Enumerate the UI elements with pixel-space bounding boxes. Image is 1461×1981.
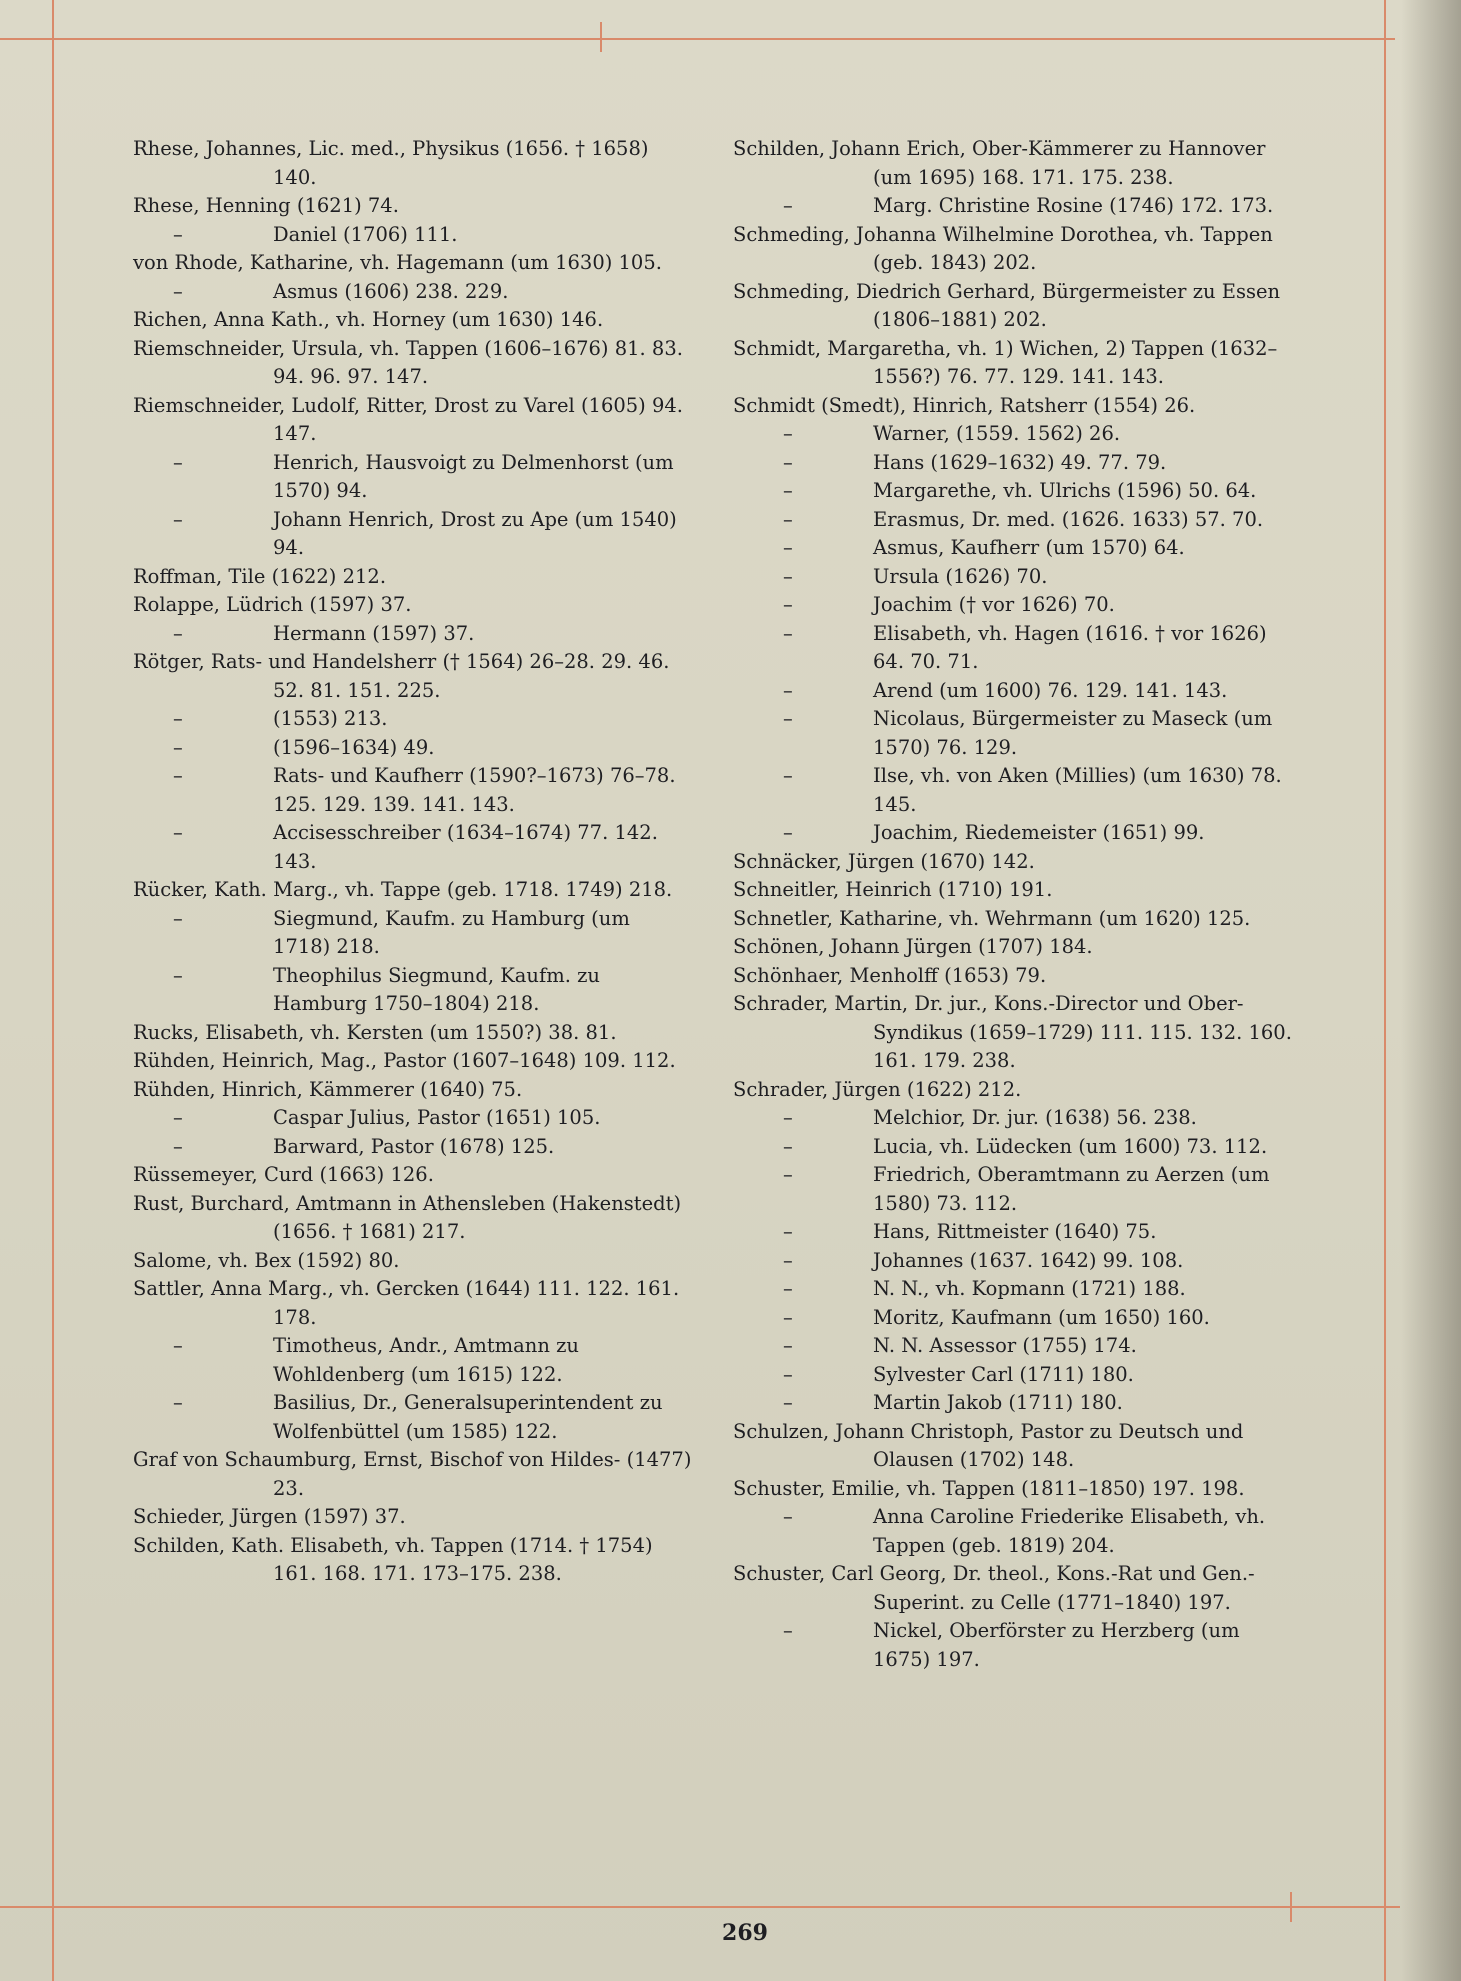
entry-text: Roffman, Tile (1622) 212. [133, 564, 387, 588]
index-entry [133, 591, 693, 620]
index-entry [133, 1532, 693, 1589]
entry-text: Martin Jakob (1711) 180. [873, 1391, 1123, 1414]
index-subentry [733, 1389, 1293, 1418]
right-rule [1384, 0, 1386, 1981]
entry-text: Schönhaer, Menholff (1653) 79. [733, 963, 1047, 987]
index-subentry [733, 420, 1293, 449]
index-subentry [733, 591, 1293, 620]
entry-text: Rust, Burchard, Amtmann in Athensleben (Hakenstedt) (1656. † 1681) 217. [133, 1191, 682, 1243]
index-entry [733, 1475, 1293, 1504]
index-subentry [733, 563, 1293, 592]
index-subentry [133, 506, 693, 563]
entry-text: Lucia, vh. Lüdecken (um 1600) 73. 112. [873, 1134, 1268, 1158]
entry-text: Schneitler, Heinrich (1710) 191. [733, 878, 1053, 901]
index-entry [133, 192, 693, 221]
index-subentry [733, 677, 1293, 706]
entry-text: Elisabeth, vh. Hagen (1616. † vor 1626) 64. 70. 71. [873, 621, 1267, 673]
entry-text: Hermann (1597) 37. [273, 621, 475, 645]
index-subentry [733, 1104, 1293, 1133]
index-entry [733, 1560, 1293, 1617]
ditto-mark: – [173, 222, 183, 246]
ditto-mark: – [173, 906, 183, 930]
index-subentry [733, 1133, 1293, 1162]
index-entry [133, 249, 693, 278]
entry-text: Melchior, Dr. jur. (1638) 56. 238. [873, 1106, 1197, 1129]
entry-text: Basilius, Dr., Generalsuperintendent zu Wolfenbüttel (um 1585) 122. [273, 1391, 663, 1443]
index-entry [133, 1275, 693, 1332]
index-entry [133, 1076, 693, 1105]
index-subentry [733, 620, 1293, 677]
index-subentry [733, 1247, 1293, 1276]
entry-text: Siegmund, Kaufm. zu Hamburg (um 1718) 218. [273, 906, 630, 958]
entry-text: Ilse, vh. von Aken (Millies) (um 1630) 78. 145. [873, 764, 1282, 816]
ditto-mark: – [173, 1106, 183, 1129]
index-entry [733, 962, 1293, 991]
ditto-mark: – [173, 621, 183, 645]
entry-text: Schnetler, Katharine, vh. Wehrmann (um 1620) 125. [733, 906, 1251, 930]
ditto-mark: – [783, 1305, 793, 1329]
ditto-mark: – [173, 707, 183, 730]
index-entry [133, 392, 693, 449]
ditto-mark: – [783, 1220, 793, 1243]
index-subentry [133, 962, 693, 1019]
entry-text: Schönen, Johann Jürgen (1707) 184. [733, 935, 1093, 958]
entry-text: Marg. Christine Rosine (1746) 172. 173. [873, 194, 1274, 217]
index-subentry [133, 705, 693, 734]
entry-text: Joachim, Riedemeister (1651) 99. [873, 821, 1205, 844]
index-subentry [733, 477, 1293, 506]
index-entry [133, 563, 693, 592]
index-subentry [733, 534, 1293, 563]
index-subentry [733, 705, 1293, 762]
entry-text: Accisesschreiber (1634–1674) 77. 142. 143. [273, 821, 658, 873]
index-entry [133, 335, 693, 392]
ditto-mark: – [783, 593, 793, 616]
entry-text: Hans (1629–1632) 49. 77. 79. [873, 450, 1167, 474]
entry-text: Joachim († vor 1626) 70. [873, 593, 1115, 616]
index-subentry [733, 1275, 1293, 1304]
ditto-mark: – [783, 621, 793, 645]
index-subentry [733, 1361, 1293, 1390]
entry-text: Schulzen, Johann Christoph, Pastor zu Deutsch und Olausen (1702) 148. [733, 1419, 1244, 1471]
entry-text: Friedrich, Oberamtmann zu Aerzen (um 1580) 73. 112. [873, 1163, 1270, 1215]
entry-text: von Rhode, Katharine, vh. Hagemann (um 1630) 105. [133, 251, 662, 274]
index-subentry [733, 1503, 1293, 1560]
top-rule [0, 38, 1395, 40]
entry-text: Riemschneider, Ursula, vh. Tappen (1606–1676) 81. 83. 94. 96. 97. 147. [133, 336, 683, 388]
entry-text: N. N. Assessor (1755) 174. [873, 1334, 1137, 1357]
index-entry [133, 1503, 693, 1532]
ditto-mark: – [783, 1134, 793, 1158]
entry-text: Barward, Pastor (1678) 125. [273, 1134, 555, 1158]
index-entry [733, 905, 1293, 934]
ditto-mark: – [783, 1106, 793, 1129]
index-subentry [133, 905, 693, 962]
index-subentry [133, 1104, 693, 1133]
index-entry [133, 648, 693, 705]
index-subentry [733, 506, 1293, 535]
index-subentry [133, 762, 693, 819]
index-entry [133, 1047, 693, 1076]
ditto-mark: – [783, 707, 793, 730]
entry-text: Arend (um 1600) 76. 129. 141. 143. [873, 678, 1228, 702]
index-subentry [133, 734, 693, 763]
entry-text: Sylvester Carl (1711) 180. [873, 1362, 1134, 1386]
ditto-mark: – [783, 1277, 793, 1300]
entry-text: Hans, Rittmeister (1640) 75. [873, 1220, 1157, 1243]
entry-text: Rüssemeyer, Curd (1663) 126. [133, 1163, 434, 1186]
crop-mark [600, 22, 602, 52]
index-entry [133, 876, 693, 905]
index-entry [133, 1190, 693, 1247]
index-entry [133, 1161, 693, 1190]
ditto-mark: – [783, 479, 793, 502]
index-entry [133, 135, 693, 192]
index-entry [133, 1247, 693, 1276]
entry-text: Rücker, Kath. Marg., vh. Tappe (geb. 1718. 1749) 218. [133, 878, 673, 901]
entry-text: Anna Caroline Friederike Elisabeth, vh. Tappen (geb. 1819) 204. [873, 1505, 1266, 1557]
index-entry [733, 1076, 1293, 1105]
ditto-mark: – [783, 564, 793, 588]
ditto-mark: – [783, 536, 793, 559]
left-column [133, 135, 693, 1589]
index-subentry [133, 278, 693, 307]
ditto-mark: – [783, 678, 793, 702]
entry-text: N. N., vh. Kopmann (1721) 188. [873, 1277, 1186, 1300]
index-subentry [733, 1332, 1293, 1361]
index-subentry [133, 1389, 693, 1446]
index-subentry [733, 449, 1293, 478]
entry-text: Schuster, Carl Georg, Dr. theol., Kons.-Rat und Gen.-Superint. zu Celle (1771–1840) 197. [733, 1562, 1255, 1614]
entry-text: Nicolaus, Bürgermeister zu Maseck (um 1570) 76. 129. [873, 707, 1273, 759]
index-subentry [733, 1304, 1293, 1333]
ditto-mark: – [173, 450, 183, 474]
index-entry [133, 1019, 693, 1048]
entry-text: Schmidt, Margaretha, vh. 1) Wichen, 2) Tappen (1632–1556?) 76. 77. 129. 141. 143. [733, 336, 1278, 388]
index-entry [733, 392, 1293, 421]
ditto-mark: – [783, 194, 793, 217]
ditto-mark: – [783, 422, 793, 445]
index-subentry [733, 1218, 1293, 1247]
entry-text: Moritz, Kaufmann (um 1650) 160. [873, 1305, 1210, 1329]
ditto-mark: – [173, 1391, 183, 1414]
index-entry [733, 933, 1293, 962]
entry-text: Rats- und Kaufherr (1590?–1673) 76–78. 125. 129. 139. 141. 143. [273, 764, 676, 816]
entry-text: Rucks, Elisabeth, vh. Kersten (um 1550?) 38. 81. [133, 1020, 617, 1044]
index-entry [733, 335, 1293, 392]
index-entry [733, 876, 1293, 905]
ditto-mark: – [783, 507, 793, 531]
entry-text: Timotheus, Andr., Amtmann zu Wohldenberg (um 1615) 122. [273, 1334, 579, 1386]
entry-text: Nickel, Oberförster zu Herzberg (um 1675) 197. [873, 1619, 1240, 1671]
ditto-mark: – [783, 764, 793, 787]
entry-text: Schnäcker, Jürgen (1670) 142. [733, 849, 1035, 873]
ditto-mark: – [783, 1619, 793, 1642]
ditto-mark: – [173, 821, 183, 844]
entry-text: Schmeding, Diedrich Gerhard, Bürgermeister zu Essen (1806–1881) 202. [733, 279, 1281, 331]
entry-text: Graf von Schaumburg, Ernst, Bischof von Hildes- (1477) 23. [133, 1448, 692, 1500]
index-entry [733, 848, 1293, 877]
ditto-mark: – [783, 1163, 793, 1186]
entry-text: Schilden, Johann Erich, Ober-Kämmerer zu Hannover (um 1695) 168. 171. 175. 238. [733, 137, 1266, 189]
left-rule [52, 0, 54, 1981]
entry-text: Theophilus Siegmund, Kaufm. zu Hamburg 1750–1804) 218. [273, 963, 600, 1015]
entry-text: Johannes (1637. 1642) 99. 108. [873, 1248, 1184, 1272]
right-column [733, 135, 1293, 1674]
entry-text: Johann Henrich, Drost zu Ape (um 1540) 94. [273, 507, 677, 559]
entry-text: Henrich, Hausvoigt zu Delmenhorst (um 1570) 94. [273, 450, 674, 502]
entry-text: Schuster, Emilie, vh. Tappen (1811–1850) 197. 198. [733, 1476, 1245, 1500]
entry-text: Erasmus, Dr. med. (1626. 1633) 57. 70. [873, 507, 1264, 531]
index-entry [133, 1446, 693, 1503]
entry-text: (1553) 213. [273, 707, 388, 730]
entry-text: (1596–1634) 49. [273, 735, 435, 759]
index-subentry [733, 1161, 1293, 1218]
ditto-mark: – [173, 1334, 183, 1357]
entry-text: Richen, Anna Kath., vh. Horney (um 1630) 146. [133, 308, 604, 331]
index-entry [733, 221, 1293, 278]
ditto-mark: – [173, 764, 183, 787]
ditto-mark: – [783, 450, 793, 474]
entry-text: Schrader, Martin, Dr. jur., Kons.-Director und Ober-Syndikus (1659–1729) 111. 115. 132. 160. 161. 179. 238. [733, 992, 1292, 1072]
index-subentry [733, 1617, 1293, 1674]
index-entry [733, 990, 1293, 1076]
ditto-mark: – [173, 279, 183, 303]
entry-text: Salome, vh. Bex (1592) 80. [133, 1248, 400, 1272]
entry-text: Rolappe, Lüdrich (1597) 37. [133, 593, 412, 616]
ditto-mark: – [173, 735, 183, 759]
index-subentry [133, 819, 693, 876]
entry-text: Rhese, Henning (1621) 74. [133, 194, 399, 217]
index-entry [733, 1418, 1293, 1475]
page-number: 269 [722, 1920, 768, 1946]
entry-text: Daniel (1706) 111. [273, 222, 458, 246]
ditto-mark: – [783, 1391, 793, 1414]
entry-text: Riemschneider, Ludolf, Ritter, Drost zu Varel (1605) 94. 147. [133, 393, 683, 445]
bottom-rule [0, 1906, 1400, 1908]
index-entry [733, 278, 1293, 335]
ditto-mark: – [783, 1362, 793, 1386]
index-subentry [133, 1332, 693, 1389]
entry-text: Schilden, Kath. Elisabeth, vh. Tappen (1714. † 1754) 161. 168. 171. 173–175. 238. [133, 1533, 653, 1585]
ditto-mark: – [173, 507, 183, 531]
index-entry [133, 306, 693, 335]
ditto-mark: – [783, 1248, 793, 1272]
entry-text: Rötger, Rats- und Handelsherr († 1564) 26–28. 29. 46. 52. 81. 151. 225. [133, 650, 670, 702]
index-subentry [733, 762, 1293, 819]
entry-text: Rühden, Hinrich, Kämmerer (1640) 75. [133, 1077, 523, 1101]
entry-text: Sattler, Anna Marg., vh. Gercken (1644) 111. 122. 161. 178. [133, 1277, 680, 1329]
page-edge-shadow [1401, 0, 1461, 1981]
entry-text: Margarethe, vh. Ulrichs (1596) 50. 64. [873, 479, 1257, 502]
ditto-mark: – [173, 963, 183, 987]
entry-text: Caspar Julius, Pastor (1651) 105. [273, 1106, 601, 1129]
index-subentry [133, 449, 693, 506]
index-subentry [133, 620, 693, 649]
ditto-mark: – [783, 821, 793, 844]
index-subentry [133, 1133, 693, 1162]
index-subentry [133, 221, 693, 250]
ditto-mark: – [783, 1334, 793, 1357]
entry-text: Rhese, Johannes, Lic. med., Physikus (1656. † 1658) 140. [133, 137, 649, 189]
index-entry [733, 135, 1293, 192]
index-subentry [733, 192, 1293, 221]
entry-text: Ursula (1626) 70. [873, 564, 1048, 588]
entry-text: Schmeding, Johanna Wilhelmine Dorothea, vh. Tappen (geb. 1843) 202. [733, 222, 1273, 274]
entry-text: Schrader, Jürgen (1622) 212. [733, 1077, 1022, 1101]
entry-text: Asmus (1606) 238. 229. [273, 279, 509, 303]
entry-text: Schmidt (Smedt), Hinrich, Ratsherr (1554) 26. [733, 393, 1196, 417]
entry-text: Rühden, Heinrich, Mag., Pastor (1607–1648) 109. 112. [133, 1049, 676, 1072]
ditto-mark: – [783, 1505, 793, 1528]
entry-text: Asmus, Kaufherr (um 1570) 64. [873, 536, 1185, 559]
entry-text: Warner, (1559. 1562) 26. [873, 422, 1121, 445]
entry-text: Schieder, Jürgen (1597) 37. [133, 1505, 406, 1528]
crop-mark [1290, 1892, 1292, 1922]
index-subentry [733, 819, 1293, 848]
ditto-mark: – [173, 1134, 183, 1158]
